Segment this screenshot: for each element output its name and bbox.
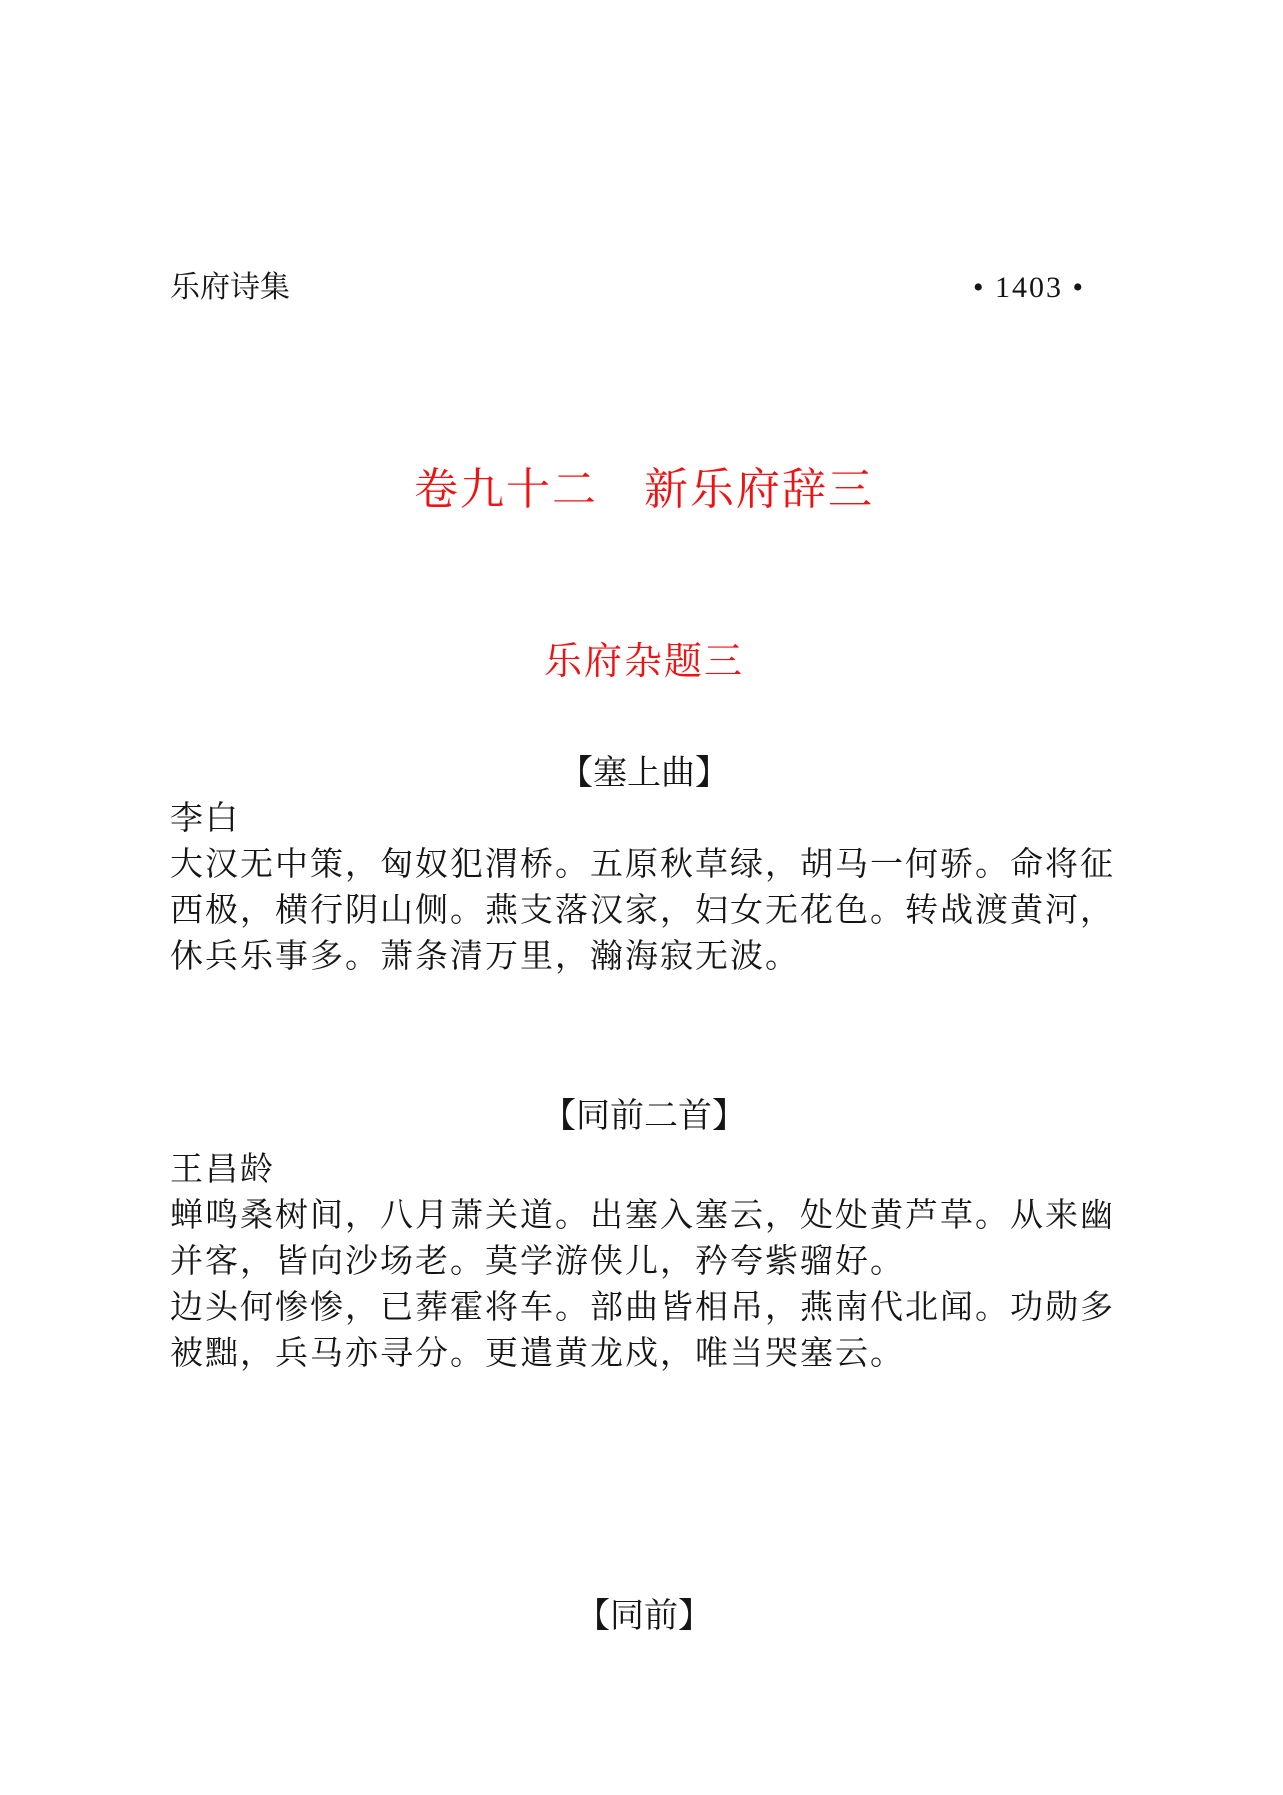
- poem-author: 王昌龄: [170, 1152, 275, 1188]
- poem-section-saishangqu: [170, 754, 1118, 980]
- running-head-book-title: 乐府诗集: [170, 271, 290, 304]
- poem-section-tongqian-ershou: [170, 1097, 1118, 1377]
- poem-line: 蝉鸣桑树间，八月萧关道。出塞入塞云，处处黄芦草。从来幽: [170, 1198, 1115, 1234]
- poem-line: 边头何惨惨，已葬霍将车。部曲皆相吊，燕南代北闻。功勋多: [170, 1290, 1115, 1326]
- poem-body: [170, 1193, 1120, 1377]
- section-title: 乐府杂题三: [543, 641, 744, 683]
- poem-author: 李白: [170, 801, 240, 837]
- poem-line: 休兵乐事多。萧条清万里，瀚海寂无波。: [170, 939, 800, 975]
- page-content: [0, 270, 1283, 1637]
- poem-section-tongqian: [170, 1597, 1118, 1637]
- page-number: • 1403 •: [972, 271, 1085, 304]
- poem-body: [170, 842, 1120, 980]
- poem-line: 大汉无中策，匈奴犯渭桥。五原秋草绿，胡马一何骄。命将征: [170, 847, 1115, 883]
- poem-heading: 【同前二首】: [542, 1098, 746, 1135]
- poem-line: 并客，皆向沙场老。莫学游侠儿，矜夸紫骝好。: [170, 1244, 905, 1280]
- poem-heading: 【同前】: [576, 1598, 712, 1635]
- poem-line: 被黜，兵马亦寻分。更遣黄龙戍，唯当哭塞云。: [170, 1336, 905, 1372]
- chapter-title: 卷九十二 新乐府辞三: [414, 465, 874, 514]
- poem-line: 西极，横行阴山侧。燕支落汉家，妇女无花色。转战渡黄河，: [170, 893, 1115, 929]
- poem-heading: 【塞上曲】: [559, 755, 729, 792]
- running-header: [170, 270, 1118, 306]
